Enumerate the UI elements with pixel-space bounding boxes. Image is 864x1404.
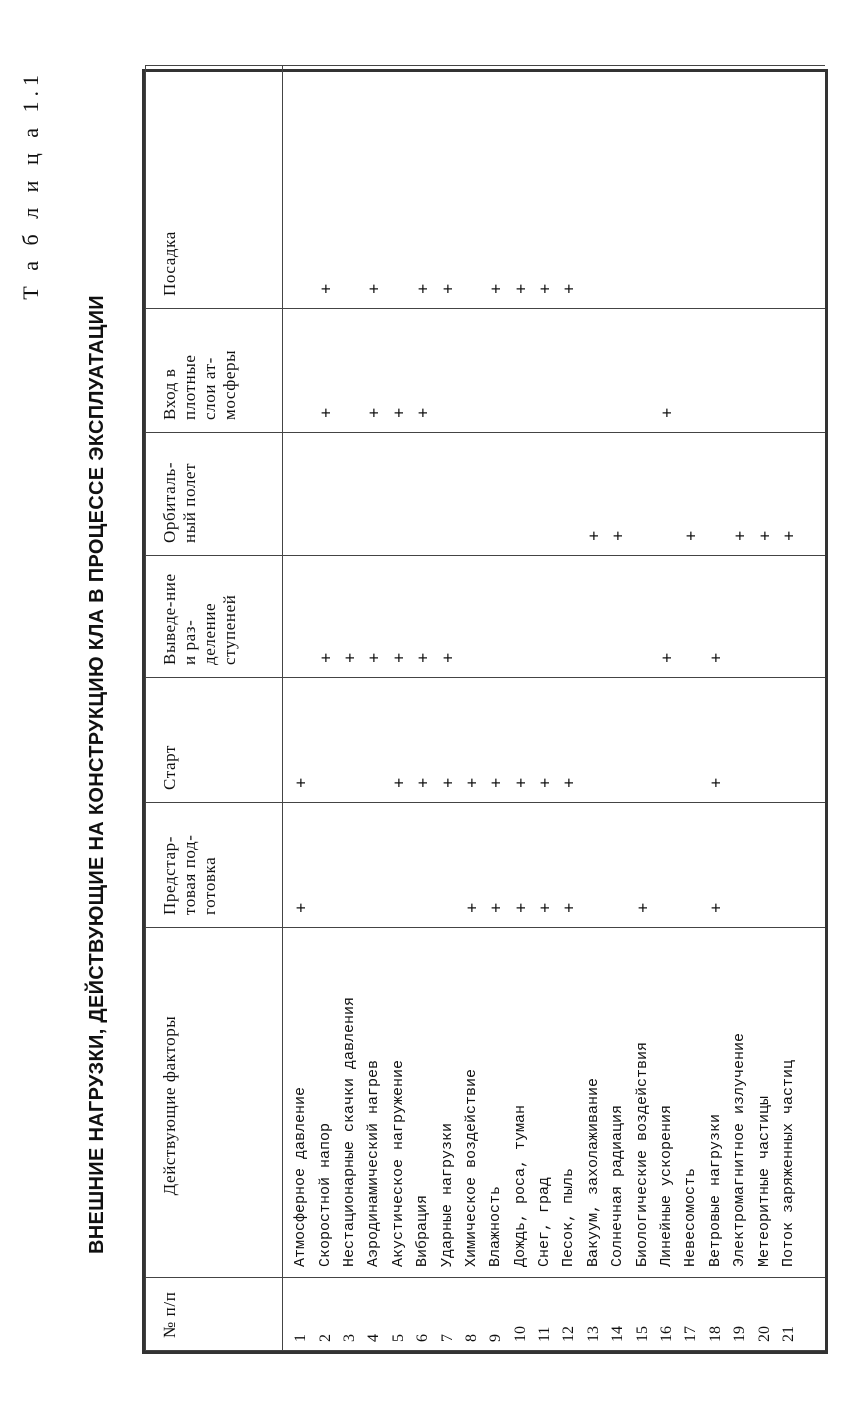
table-row [283, 66, 314, 1351]
row-mark: + [362, 556, 386, 678]
row-mark [338, 803, 362, 928]
header-reentry: Вход в плотные слои ат-мосферы [146, 309, 283, 433]
row-factor: Вибрация [411, 928, 435, 1278]
row-mark [313, 803, 337, 928]
row-mark [728, 309, 752, 433]
row-mark: + [509, 678, 533, 803]
row-mark [435, 803, 459, 928]
row-mark [606, 66, 630, 309]
row-factor: Биологические воздействия [630, 928, 654, 1278]
row-mark [606, 556, 630, 678]
row-mark [777, 309, 801, 433]
row-number: 20 [752, 1278, 776, 1351]
row-mark: + [435, 678, 459, 803]
row-mark [557, 309, 581, 433]
row-mark [728, 678, 752, 803]
row-mark [362, 433, 386, 556]
row-mark [582, 556, 606, 678]
header-orbital-flight: Орбиталь-ный полет [146, 433, 283, 556]
row-mark [338, 66, 362, 309]
row-number: 1 [283, 1278, 314, 1351]
row-mark: + [435, 556, 459, 678]
row-mark [509, 556, 533, 678]
row-mark [630, 66, 654, 309]
row-mark [411, 803, 435, 928]
row-mark [752, 678, 776, 803]
row-number: 5 [387, 1278, 411, 1351]
row-mark: + [484, 678, 508, 803]
row-mark [557, 556, 581, 678]
row-mark [606, 803, 630, 928]
row-factor: Снег, град [533, 928, 557, 1278]
row-mark [313, 433, 337, 556]
table-row [338, 66, 362, 1351]
row-factor: Песок, пыль [557, 928, 581, 1278]
row-mark: + [484, 803, 508, 928]
row-mark: + [460, 803, 484, 928]
row-mark [387, 66, 411, 309]
row-mark [533, 433, 557, 556]
row-number: 7 [435, 1278, 459, 1351]
row-factor: Химическое воздействие [460, 928, 484, 1278]
row-factor: Вакуум, захолаживание [582, 928, 606, 1278]
row-mark [484, 433, 508, 556]
row-factor: Солнечная радиация [606, 928, 630, 1278]
row-mark [283, 66, 314, 309]
row-mark: + [387, 556, 411, 678]
table-row [704, 66, 728, 1351]
row-number: 3 [338, 1278, 362, 1351]
row-mark [752, 66, 776, 309]
filler-cell [801, 433, 825, 556]
row-mark: + [509, 803, 533, 928]
row-mark: + [411, 309, 435, 433]
table-row [582, 66, 606, 1351]
row-number: 8 [460, 1278, 484, 1351]
row-mark: + [411, 678, 435, 803]
table-row [435, 66, 459, 1351]
row-factor: Дождь, роса, туман [509, 928, 533, 1278]
row-mark: + [460, 678, 484, 803]
row-number: 9 [484, 1278, 508, 1351]
loads-table [145, 65, 825, 1351]
row-mark: + [411, 556, 435, 678]
row-factor: Поток заряженных частиц [777, 928, 801, 1278]
row-mark [752, 309, 776, 433]
row-mark [728, 66, 752, 309]
row-mark [728, 803, 752, 928]
row-number: 4 [362, 1278, 386, 1351]
row-number: 11 [533, 1278, 557, 1351]
table-row [655, 66, 679, 1351]
row-mark [777, 556, 801, 678]
row-mark: + [582, 433, 606, 556]
row-number: 18 [704, 1278, 728, 1351]
table-row [460, 66, 484, 1351]
row-mark [460, 433, 484, 556]
row-number: 10 [509, 1278, 533, 1351]
filler-cell [801, 309, 825, 433]
row-mark: + [283, 803, 314, 928]
table-row [533, 66, 557, 1351]
row-mark: + [387, 678, 411, 803]
row-mark [435, 433, 459, 556]
filler-cell [801, 1278, 825, 1351]
row-mark: + [411, 66, 435, 309]
table-title: ВНЕШНИЕ НАГРУЗКИ, ДЕЙСТВУЮЩИЕ НА КОНСТРУКЦИЮ КЛА В ПРОЦЕССЕ ЭКСПЛУАТАЦИИ [86, 295, 108, 1254]
row-mark: + [655, 556, 679, 678]
row-factor: Скоростной напор [313, 928, 337, 1278]
row-mark: + [655, 309, 679, 433]
table-row [387, 66, 411, 1351]
row-mark [655, 66, 679, 309]
row-mark [362, 803, 386, 928]
row-factor: Ветровые нагрузки [704, 928, 728, 1278]
row-mark [679, 678, 703, 803]
row-mark: + [630, 803, 654, 928]
filler-cell [801, 803, 825, 928]
row-mark: + [704, 556, 728, 678]
filler-cell [801, 928, 825, 1278]
header-factors: Действующие факторы [146, 928, 283, 1278]
row-mark [338, 678, 362, 803]
row-mark [283, 556, 314, 678]
row-mark: + [752, 433, 776, 556]
row-mark: + [777, 433, 801, 556]
table-row [728, 66, 752, 1351]
row-mark [752, 803, 776, 928]
row-mark: + [704, 678, 728, 803]
row-mark: + [387, 309, 411, 433]
row-mark: + [606, 433, 630, 556]
row-mark [283, 433, 314, 556]
row-mark [655, 678, 679, 803]
row-number: 13 [582, 1278, 606, 1351]
row-mark [460, 309, 484, 433]
table-row [362, 66, 386, 1351]
row-mark: + [704, 803, 728, 928]
row-mark [387, 803, 411, 928]
row-mark [630, 433, 654, 556]
row-factor: Линейные ускорения [655, 928, 679, 1278]
row-number: 15 [630, 1278, 654, 1351]
row-mark [460, 66, 484, 309]
table-row [752, 66, 776, 1351]
row-mark [460, 556, 484, 678]
row-mark [679, 556, 703, 678]
row-factor: Влажность [484, 928, 508, 1278]
row-mark [704, 309, 728, 433]
row-mark: + [533, 803, 557, 928]
row-mark [630, 556, 654, 678]
table-row [484, 66, 508, 1351]
row-factor: Нестационарные скачки давления [338, 928, 362, 1278]
header-landing: Посадка [146, 66, 283, 309]
row-mark: + [313, 556, 337, 678]
table-filler-row [801, 66, 825, 1351]
table-row [630, 66, 654, 1351]
row-number: 19 [728, 1278, 752, 1351]
filler-cell [801, 678, 825, 803]
table-row [557, 66, 581, 1351]
filler-cell [801, 66, 825, 309]
header-prelaunch: Предстар-товая под-готовка [146, 803, 283, 928]
row-mark [606, 309, 630, 433]
loads-table-frame [142, 69, 828, 1354]
table-row [509, 66, 533, 1351]
row-mark [338, 309, 362, 433]
row-mark: + [338, 556, 362, 678]
table-row [606, 66, 630, 1351]
row-number: 12 [557, 1278, 581, 1351]
row-mark: + [435, 66, 459, 309]
row-mark [582, 309, 606, 433]
table-row [313, 66, 337, 1351]
row-mark [728, 556, 752, 678]
table-label: Т а б л и ц а 1.1 [18, 70, 43, 300]
row-mark: + [679, 433, 703, 556]
row-mark [283, 309, 314, 433]
row-number: 6 [411, 1278, 435, 1351]
table-body [283, 66, 826, 1351]
row-mark [509, 433, 533, 556]
row-mark [777, 66, 801, 309]
header-ascent-staging: Выведе-ние и раз-деление ступеней [146, 556, 283, 678]
row-mark: + [283, 678, 314, 803]
row-mark: + [533, 678, 557, 803]
row-number: 21 [777, 1278, 801, 1351]
row-mark [704, 66, 728, 309]
row-mark: + [362, 66, 386, 309]
row-number: 2 [313, 1278, 337, 1351]
row-mark [313, 678, 337, 803]
row-number: 17 [679, 1278, 703, 1351]
row-mark [655, 433, 679, 556]
filler-cell [801, 556, 825, 678]
row-mark [777, 803, 801, 928]
row-mark: + [484, 66, 508, 309]
row-mark [411, 433, 435, 556]
row-mark: + [557, 66, 581, 309]
row-mark [533, 556, 557, 678]
row-number: 14 [606, 1278, 630, 1351]
row-mark [679, 803, 703, 928]
row-factor: Акустическое нагружение [387, 928, 411, 1278]
row-mark [630, 678, 654, 803]
row-mark [582, 678, 606, 803]
row-mark [704, 433, 728, 556]
row-mark [630, 309, 654, 433]
table-row [679, 66, 703, 1351]
row-factor: Метеоритные частицы [752, 928, 776, 1278]
row-mark: + [533, 66, 557, 309]
row-mark: + [362, 309, 386, 433]
row-mark [362, 678, 386, 803]
row-mark [435, 309, 459, 433]
row-mark: + [728, 433, 752, 556]
row-factor: Невесомость [679, 928, 703, 1278]
row-mark: + [313, 66, 337, 309]
table-row [777, 66, 801, 1351]
row-mark [582, 803, 606, 928]
row-mark: + [313, 309, 337, 433]
row-factor: Аэродинамический нагрев [362, 928, 386, 1278]
row-mark [777, 678, 801, 803]
row-mark: + [557, 803, 581, 928]
row-mark [655, 803, 679, 928]
header-number: № п/п [146, 1278, 283, 1351]
row-mark: + [509, 66, 533, 309]
row-mark [752, 556, 776, 678]
row-mark [338, 433, 362, 556]
row-factor: Ударные нагрузки [435, 928, 459, 1278]
row-factor: Атмосферное давление [283, 928, 314, 1278]
row-mark: + [557, 678, 581, 803]
row-mark [679, 309, 703, 433]
row-mark [484, 309, 508, 433]
row-mark [606, 678, 630, 803]
header-row [146, 66, 283, 1351]
table-row [411, 66, 435, 1351]
row-number: 16 [655, 1278, 679, 1351]
row-mark [679, 66, 703, 309]
row-mark [582, 66, 606, 309]
row-mark [533, 309, 557, 433]
row-mark [557, 433, 581, 556]
row-mark [387, 433, 411, 556]
row-mark [484, 556, 508, 678]
row-factor: Электромагнитное излучение [728, 928, 752, 1278]
row-mark [509, 309, 533, 433]
header-launch: Старт [146, 678, 283, 803]
